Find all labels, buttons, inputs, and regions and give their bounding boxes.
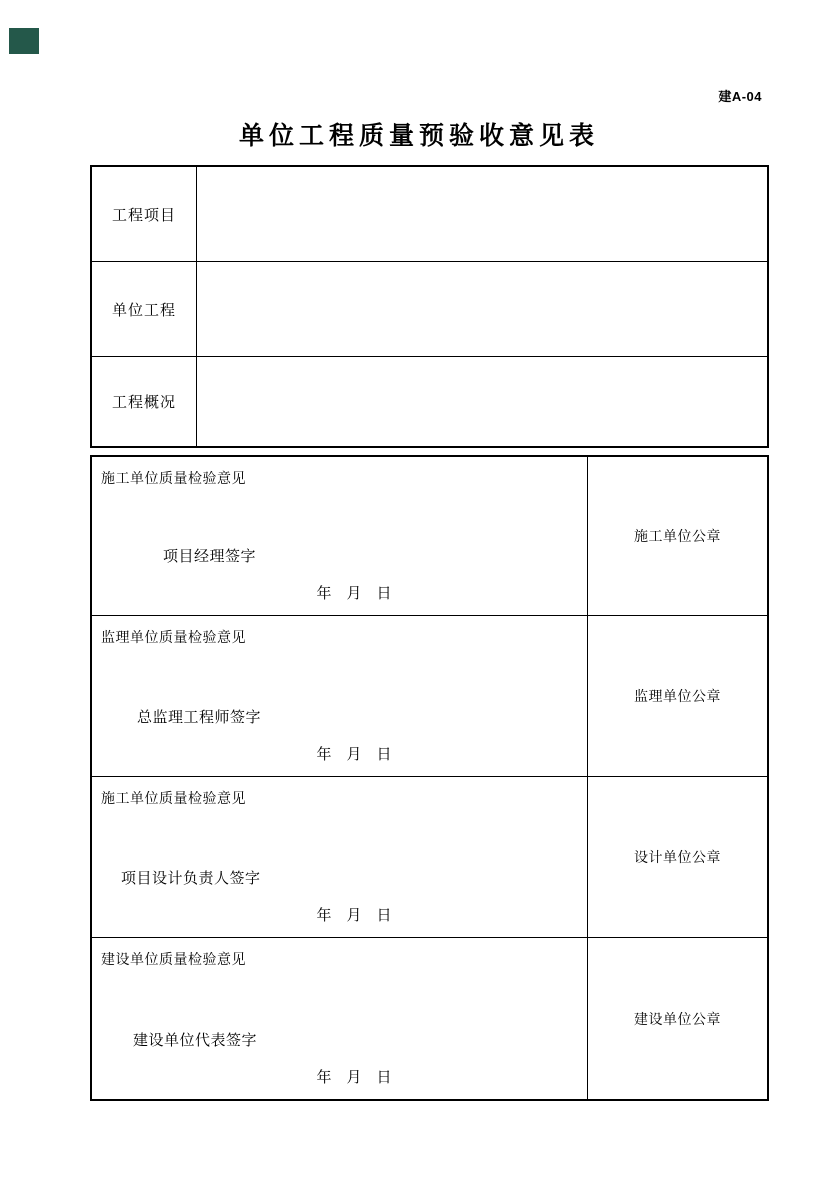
page-title: 单位工程质量预验收意见表	[238, 122, 599, 150]
signer-label: 建设单位代表签字	[133, 1032, 258, 1049]
opinion-writing-area[interactable]	[101, 808, 577, 867]
opinion-writing-area[interactable]	[101, 969, 577, 1029]
green-corner-marker	[9, 28, 39, 54]
stamp-cell	[588, 938, 767, 1099]
signer-label: 项目经理签字	[163, 548, 257, 565]
signer-label: 项目设计负责人签字	[121, 870, 261, 887]
opinion-heading: 监理单位质量检验意见	[101, 629, 246, 645]
opinion-heading: 建设单位质量检验意见	[101, 951, 246, 967]
opinion-section-supervision	[92, 616, 767, 777]
stamp-cell	[588, 457, 767, 615]
opinion-section-design	[92, 777, 767, 938]
opinion-cell	[92, 777, 588, 937]
table-row	[92, 357, 767, 446]
opinion-section-owner	[92, 938, 767, 1099]
stamp-label: 监理单位公章	[634, 688, 721, 704]
table-row	[92, 262, 767, 357]
stamp-cell	[588, 777, 767, 937]
date-line: 年 月 日	[316, 585, 392, 602]
opinion-cell	[92, 938, 588, 1099]
info-label-project: 工程项目	[92, 167, 197, 261]
info-label-overview: 工程概况	[92, 357, 197, 446]
date-line: 年 月 日	[316, 907, 392, 924]
stamp-cell	[588, 616, 767, 776]
opinion-cell	[92, 457, 588, 615]
opinion-section-construction	[92, 457, 767, 616]
info-label-unit-project: 单位工程	[92, 262, 197, 356]
project-info-table	[90, 165, 769, 448]
doc-code: 建A-04	[718, 89, 762, 104]
info-value-overview[interactable]	[197, 357, 767, 446]
opinion-table	[90, 455, 769, 1101]
signer-label: 总监理工程师签字	[137, 709, 262, 726]
opinion-heading: 施工单位质量检验意见	[101, 790, 246, 806]
date-line: 年 月 日	[316, 746, 392, 763]
table-row	[92, 167, 767, 262]
stamp-label: 建设单位公章	[634, 1010, 721, 1027]
info-value-unit-project[interactable]	[197, 262, 767, 356]
info-value-project[interactable]	[197, 167, 767, 261]
opinion-writing-area[interactable]	[101, 647, 577, 706]
opinion-cell	[92, 616, 588, 776]
stamp-label: 设计单位公章	[634, 849, 721, 865]
opinion-writing-area[interactable]	[101, 488, 577, 545]
opinion-heading: 施工单位质量检验意见	[101, 470, 246, 486]
date-line: 年 月 日	[316, 1069, 392, 1086]
stamp-label: 施工单位公章	[634, 528, 721, 544]
